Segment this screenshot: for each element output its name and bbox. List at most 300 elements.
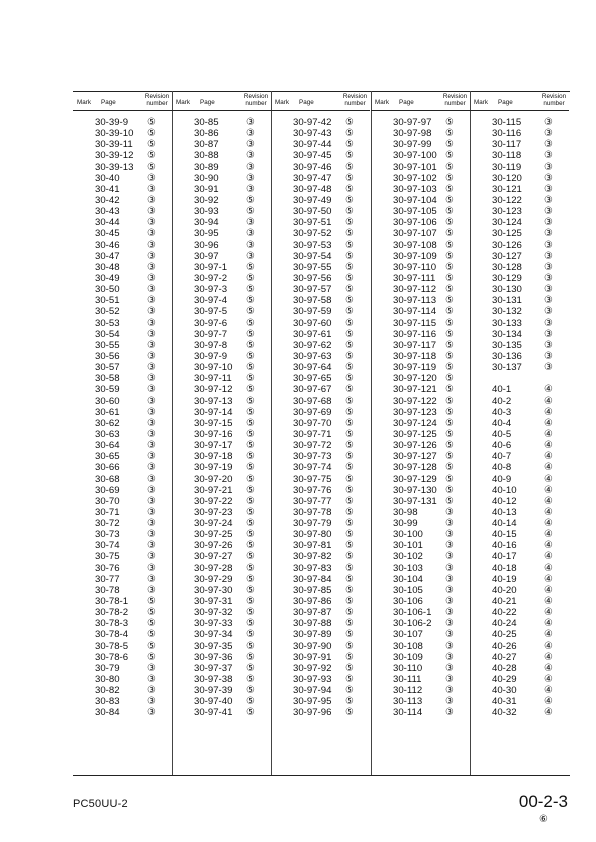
revision-cell: ③ [147,172,156,184]
table-row [371,217,470,228]
page-cell: 30-59 [95,384,120,396]
page-cell: 40-31 [492,696,517,708]
page-cell: 30-97-45 [293,150,332,162]
revision-cell: ⑤ [445,495,454,507]
table-row [73,117,172,128]
page-cell: 30-97-57 [293,284,332,296]
table-row [470,206,569,217]
revision-cell: ③ [544,272,553,284]
table-row [172,217,271,228]
page-cell: 30-124 [492,217,522,229]
page-cell: 30-97-62 [293,339,332,351]
page-cell: 30-97-129 [393,473,437,485]
page-cell: 40-15 [492,529,517,541]
table-row [271,663,370,674]
revision-cell: ⑤ [345,206,354,218]
revision-cell: ⑤ [445,172,454,184]
table-row [470,607,569,618]
table-row [271,351,370,362]
revision-cell: ③ [147,328,156,340]
revision-cell: ③ [246,172,255,184]
table-row [271,251,370,262]
page-cell: 30-73 [95,529,120,541]
table-row [470,507,569,518]
table-row [172,685,271,696]
table-row [73,373,172,384]
revision-cell: ③ [544,128,553,140]
table-row [271,418,370,429]
revision-cell: ③ [147,406,156,418]
page-cell: 30-84 [95,707,120,719]
mark-header: Mark [176,99,190,106]
revision-cell: ⑤ [147,117,156,128]
table-row [172,652,271,663]
mark-header: Mark [77,99,91,106]
page-cell: 30-97-96 [293,707,332,719]
table-row [371,273,470,284]
table-row [172,629,271,640]
table-bottom-rule [73,775,570,776]
page-cell: 30-97-58 [293,295,332,307]
table-row [73,139,172,150]
page-cell: 30-89 [194,161,219,173]
revision-cell: ④ [544,451,553,463]
table-row [73,607,172,618]
table-row [172,117,271,128]
page-cell: 40-25 [492,629,517,641]
page-cell: 30-97-122 [393,395,437,407]
table-row [172,340,271,351]
table-row [172,284,271,295]
revision-cell: ③ [147,373,156,385]
table-row [271,540,370,551]
table-row [470,162,569,173]
table-row [172,641,271,652]
page-cell: 30-78-1 [95,596,129,608]
revision-cell: ③ [147,518,156,530]
page-header: Page [498,99,513,106]
table-row [73,685,172,696]
page-cell: 30-122 [492,194,522,206]
page-cell: 30-129 [492,272,522,284]
table-row [371,585,470,596]
revision-cell: ③ [544,362,553,374]
table-row [73,217,172,228]
revision-cell: ⑤ [246,506,255,518]
page-cell: 30-97-81 [293,540,332,552]
revision-cell: ⑤ [345,228,354,240]
revision-cell: ⑤ [345,462,354,474]
page-cell: 30-109 [393,651,423,663]
table-row [470,117,569,128]
revision-cell: ③ [147,451,156,463]
revision-cell: ⑤ [445,295,454,307]
page-cell: 30-76 [95,562,120,574]
page-cell: 30-97-76 [293,484,332,496]
table-row [172,362,271,373]
table-row [371,117,470,128]
revision-cell: ⑤ [445,284,454,296]
page-cell: 30-97-3 [194,284,228,296]
table-row [271,340,370,351]
revision-header: Revision number [342,93,368,107]
revision-cell: ⑤ [445,139,454,151]
table-row [470,596,569,607]
table-row [73,295,172,306]
table-row [470,273,569,284]
table-row [172,462,271,473]
revision-cell: ⑤ [345,406,354,418]
page-cell: 30-68 [95,473,120,485]
table-row [470,585,569,596]
revision-cell: ④ [544,573,553,585]
page-cell: 30-100 [393,529,423,541]
table-row [271,652,370,663]
page-cell: 30-97-75 [293,473,332,485]
table-row [73,618,172,629]
page-cell: 30-97-7 [194,328,228,340]
page-cell: 30-97-8 [194,339,228,351]
page-cell: 30-97-72 [293,440,332,452]
table-row [271,206,370,217]
table-column [271,91,370,719]
revision-cell: ③ [544,139,553,151]
page-cell: 30-118 [492,150,522,162]
revision-cell: ⑤ [345,339,354,351]
page-cell: 30-97-15 [194,417,233,429]
table-row [172,607,271,618]
revision-cell: ④ [544,707,553,719]
revision-header: Revision number [442,93,468,107]
revision-cell: ⑤ [147,139,156,151]
revision-cell: ⑤ [445,272,454,284]
table-row [371,529,470,540]
page-cell: 30-104 [393,573,423,585]
page-cell: 30-39-13 [95,161,134,173]
table-row [271,295,370,306]
page-cell: 40-14 [492,518,517,530]
revision-cell: ③ [445,618,454,630]
revision-cell: ⑤ [345,473,354,485]
table-row [470,674,569,685]
revision-cell: ⑤ [345,384,354,396]
revision-cell: ⑤ [246,629,255,641]
page-cell: 30-97-38 [194,674,233,686]
page-cell: 40-7 [492,451,512,463]
table-row [172,429,271,440]
revision-cell: ⑤ [445,150,454,162]
table-row [271,707,370,718]
revision-cell: ③ [544,239,553,251]
table-row [271,184,370,195]
page-cell: 30-97-74 [293,462,332,474]
page-cell: 30-106 [393,596,423,608]
column-header [371,91,470,111]
revision-cell: ⑤ [445,306,454,318]
table-row [470,340,569,351]
page-cell: 30-97-26 [194,540,233,552]
page-cell: 30-97-27 [194,551,233,563]
table-row [271,641,370,652]
page-cell: 30-41 [95,183,120,195]
table-row [470,652,569,663]
table-row [172,574,271,585]
revision-cell: ⑤ [445,440,454,452]
revision-cell: ③ [147,685,156,697]
revision-cell: ⑤ [345,373,354,385]
revision-cell: ④ [544,696,553,708]
table-row [73,429,172,440]
page-cell: 30-70 [95,495,120,507]
page-cell: 30-97-84 [293,573,332,585]
page-cell: 30-40 [95,172,120,184]
revision-cell: ③ [445,529,454,541]
page-cell: 30-120 [492,172,522,184]
table-row [371,295,470,306]
revision-cell: ⑤ [246,495,255,507]
revision-cell: ③ [246,161,255,173]
revision-cell: ⑤ [345,685,354,697]
revision-cell: ③ [544,206,553,218]
revision-cell: ④ [544,640,553,652]
page-cell: 30-82 [95,685,120,697]
revision-cell: ⑤ [345,261,354,273]
table-row [172,384,271,395]
revision-cell: ③ [246,228,255,240]
table-row [271,451,370,462]
table-row [470,306,569,317]
page-cell: 30-78 [95,584,120,596]
table-row [172,173,271,184]
page-cell: 30-97-49 [293,194,332,206]
table-row [371,262,470,273]
page-cell: 30-97-56 [293,272,332,284]
revision-cell: ⑤ [345,551,354,563]
revision-cell: ③ [147,206,156,218]
page-cell: 30-50 [95,284,120,296]
page-cell: 40-19 [492,573,517,585]
revision-cell: ⑤ [445,384,454,396]
table-row [172,451,271,462]
table-row [172,240,271,251]
table-row [73,641,172,652]
revision-cell: ⑤ [345,518,354,530]
table-row [371,384,470,395]
revision-cell: ⑤ [246,651,255,663]
revision-cell: ④ [544,584,553,596]
revision-cell: ⑤ [345,239,354,251]
table-row [371,251,470,262]
page-cell: 40-1 [492,384,512,396]
table-row [470,418,569,429]
page-cell: 30-97-111 [393,272,436,284]
revision-cell: ⑤ [345,117,354,128]
revision-cell: ③ [544,350,553,362]
page-cell: 30-97-37 [194,662,233,674]
table-row [172,373,271,384]
page-cell: 30-97-19 [194,462,233,474]
page-cell: 30-86 [194,128,219,140]
table-row [371,184,470,195]
page-cell: 30-97-51 [293,217,332,229]
table-row [73,306,172,317]
table-row [271,607,370,618]
page-cell: 30-97-108 [393,239,437,251]
page-cell: 30-97-99 [393,139,432,151]
page-cell: 30-97-121 [393,384,437,396]
revision-cell: ⑤ [246,350,255,362]
revision-cell: ③ [445,562,454,574]
table-row [172,396,271,407]
revision-cell: ⑤ [246,295,255,307]
page-cell: 30-63 [95,428,120,440]
table-row [371,707,470,718]
page-cell: 30-97-87 [293,607,332,619]
page-cell: 30-97-107 [393,228,437,240]
page-cell: 30-97-40 [194,696,233,708]
page-cell: 30-97-116 [393,328,437,340]
revision-cell: ⑤ [246,473,255,485]
revision-cell: ③ [445,584,454,596]
page-cell: 30-97-47 [293,172,332,184]
page-cell: 30-80 [95,674,120,686]
table-row [470,284,569,295]
table-row [371,373,470,384]
table-row [172,351,271,362]
revision-cell: ③ [147,395,156,407]
page-cell: 30-97-105 [393,206,437,218]
table-row [172,618,271,629]
table-row [371,496,470,507]
page-header: Page [399,99,414,106]
table-row [172,518,271,529]
table-row [470,362,569,373]
revision-cell: ⑤ [246,662,255,674]
revision-cell: ⑤ [345,350,354,362]
revision-cell: ③ [544,317,553,329]
table-row [470,240,569,251]
revision-cell: ⑤ [246,518,255,530]
table-row [73,228,172,239]
page-cell: 30-66 [95,462,120,474]
page-cell: 30-97-82 [293,551,332,563]
revision-cell: ③ [147,306,156,318]
page-cell: 30-97-12 [194,384,233,396]
page-cell: 30-97-77 [293,495,332,507]
table-row [470,563,569,574]
revision-cell: ⑤ [445,194,454,206]
page-cell: 40-20 [492,584,517,596]
page-cell: 30-97-95 [293,696,332,708]
table-row [73,128,172,139]
page-cell: 40-30 [492,685,517,697]
page-cell: 30-119 [492,161,522,173]
page-cell: 30-98 [393,506,418,518]
revision-cell: ⑤ [246,328,255,340]
revision-cell: ③ [544,217,553,229]
page-cell: 30-105 [393,584,423,596]
page-cell: 30-93 [194,206,219,218]
revision-cell: ④ [544,395,553,407]
column-header [470,91,569,111]
page-header: Page [101,99,116,106]
table-row [271,563,370,574]
page-cell: 30-58 [95,373,120,385]
page-cell: 30-97-33 [194,618,233,630]
page-cell: 30-97-18 [194,451,233,463]
table-row [271,551,370,562]
revision-cell: ④ [544,674,553,686]
table-row [172,496,271,507]
page-cell: 30-134 [492,328,522,340]
table-row [470,462,569,473]
page-cell: 30-47 [95,250,120,262]
page-cell: 30-44 [95,217,120,229]
page-cell: 30-97-36 [194,651,233,663]
table-row [172,128,271,139]
page-cell: 30-97-101 [393,161,437,173]
page-cell: 30-97-67 [293,384,332,396]
table-row [73,696,172,707]
revision-cell: ⑤ [345,139,354,151]
revision-cell: ⑤ [147,161,156,173]
page-cell: 40-12 [492,495,517,507]
revision-cell: ⑤ [345,183,354,195]
revision-cell: ⑤ [246,428,255,440]
revision-cell: ③ [147,239,156,251]
table-row [371,240,470,251]
table-row [172,195,271,206]
page-cell: 30-130 [492,284,522,296]
revision-cell: ⑤ [445,362,454,374]
revision-cell: ⑤ [345,484,354,496]
table-row [271,217,370,228]
table-row [371,418,470,429]
revision-cell: ⑤ [246,384,255,396]
revision-cell: ⑤ [345,295,354,307]
table-row [73,262,172,273]
revision-cell: ⑤ [345,674,354,686]
page-cell: 40-17 [492,551,517,563]
revision-cell: ③ [147,228,156,240]
page-cell: 30-91 [194,183,219,195]
table-row [271,240,370,251]
table-row [172,485,271,496]
table-row [73,707,172,718]
table-row [271,429,370,440]
table-row [172,696,271,707]
page-cell: 40-9 [492,473,512,485]
page-cell: 30-57 [95,362,120,374]
revision-cell: ③ [147,674,156,686]
revision-cell: ⑤ [445,228,454,240]
page-cell: 30-137 [492,362,522,374]
revision-cell: ④ [544,529,553,541]
revision-cell: ⑤ [345,428,354,440]
table-row [371,451,470,462]
table-row [172,139,271,150]
page-number: 00-2-3 [518,792,568,811]
revision-cell: ④ [544,562,553,574]
revision-cell: ③ [147,284,156,296]
revision-cell: ③ [147,295,156,307]
revision-cell: ③ [445,651,454,663]
revision-cell: ⑤ [345,696,354,708]
revision-cell: ⑤ [345,306,354,318]
mark-header: Mark [375,99,389,106]
revision-cell: ⑤ [445,250,454,262]
table-row [172,295,271,306]
